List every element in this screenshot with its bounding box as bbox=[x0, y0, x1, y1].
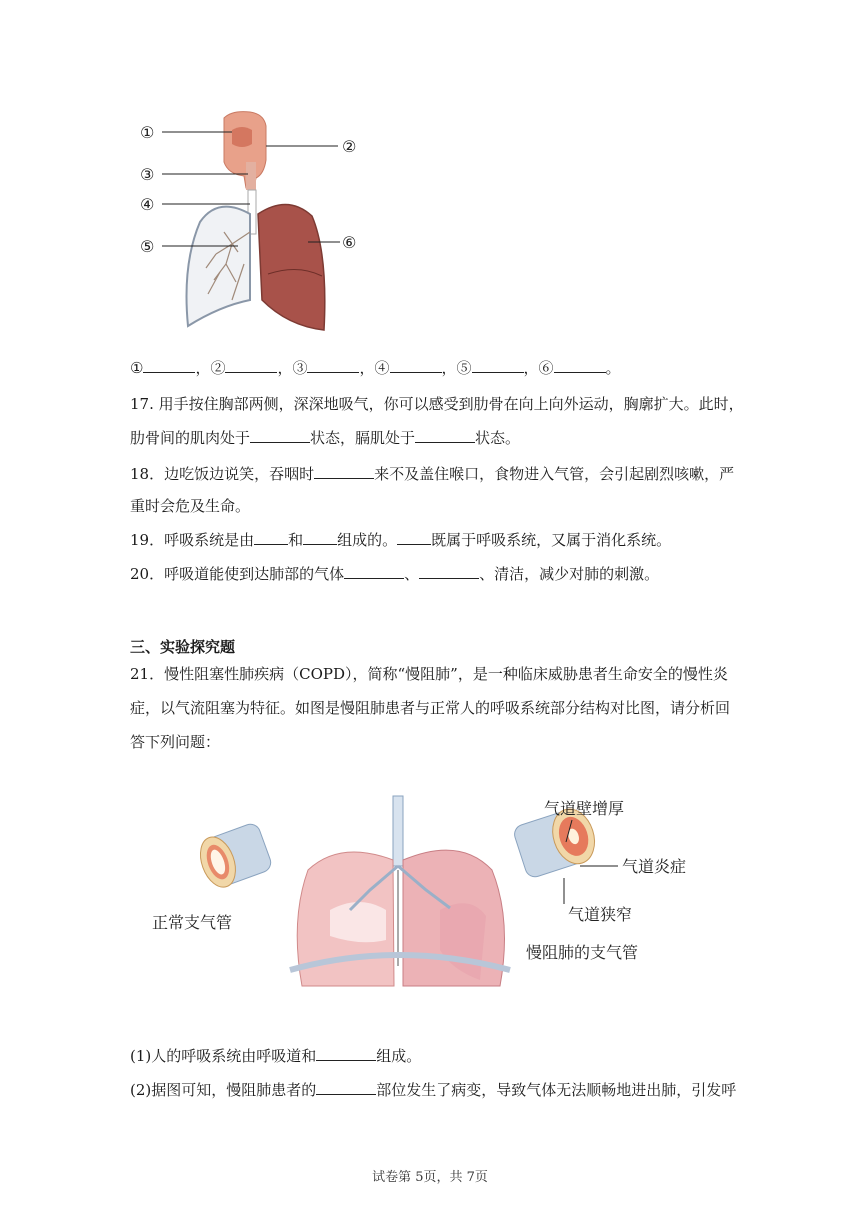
answer-blank[interactable] bbox=[316, 1046, 376, 1061]
q18-text-a: 18．边吃饭边说笑，吞咽时 bbox=[130, 465, 315, 483]
q17-text-c: 状态。 bbox=[475, 429, 521, 447]
q21-sub2-text-a: (2)据图可知，慢阻肺患者的 bbox=[130, 1081, 317, 1099]
q17-line-2 bbox=[130, 428, 520, 448]
q21-sub1-text-a: (1)人的呼吸系统由呼吸道和 bbox=[130, 1047, 317, 1065]
answer-blank[interactable] bbox=[250, 428, 310, 443]
copd-comparison-figure bbox=[140, 790, 720, 990]
q17-line-1: 17. 用手按住胸部两侧，深深地吸气，你可以感受到肋骨在向上向外运动，胸廓扩大。此时， bbox=[130, 395, 744, 413]
q16-seg-6: ，⑥ bbox=[523, 359, 554, 377]
q17-text-a: 肋骨间的肌肉处于 bbox=[130, 429, 251, 447]
answer-blank[interactable] bbox=[254, 530, 288, 545]
answer-blank[interactable] bbox=[307, 358, 359, 373]
fig1-label-5: ⑤ bbox=[140, 237, 155, 256]
q16-seg-7: 。 bbox=[605, 359, 621, 377]
answer-blank[interactable] bbox=[390, 358, 442, 373]
q18-line-2: 重时会危及生命。 bbox=[130, 497, 251, 515]
answer-blank[interactable] bbox=[303, 530, 337, 545]
q19-text-d: 既属于呼吸系统，又属于消化系统。 bbox=[431, 531, 672, 549]
q20-text-c: 、清洁，减少对肺的刺激。 bbox=[479, 565, 660, 583]
answer-blank[interactable] bbox=[344, 564, 404, 579]
q19-text-a: 19．呼吸系统是由 bbox=[130, 531, 255, 549]
q16-seg-5: ，⑤ bbox=[441, 359, 472, 377]
fig1-label-3: ③ bbox=[140, 165, 155, 184]
page-footer: 试卷第 5页，共 7页 bbox=[372, 1170, 488, 1185]
q16-seg-4: ，④ bbox=[359, 359, 390, 377]
label-normal-bronchus: 正常支气管 bbox=[152, 913, 233, 932]
q21-sub1-text-b: 组成。 bbox=[376, 1047, 422, 1065]
fig1-label-6: ⑥ bbox=[342, 233, 357, 252]
q16-seg-3: ，③ bbox=[277, 359, 308, 377]
q16-seg-1: ① bbox=[130, 359, 144, 377]
q16-seg-2: ，② bbox=[195, 359, 226, 377]
fig1-label-4: ④ bbox=[140, 195, 155, 214]
q21-line-2: 症，以气流阻塞为特征。如图是慢阻肺患者与正常人的呼吸系统部分结构对比图，请分析回 bbox=[130, 699, 731, 717]
answer-blank[interactable] bbox=[314, 464, 374, 479]
label-inflammation: 气道炎症 bbox=[622, 857, 687, 876]
label-wall-thickening: 气道壁增厚 bbox=[544, 799, 625, 818]
q20-text-a: 20．呼吸道能使到达肺部的气体 bbox=[130, 565, 345, 583]
q17-text-b: 状态，膈肌处于 bbox=[310, 429, 416, 447]
fig1-label-2: ② bbox=[342, 137, 357, 156]
q21-line-3: 答下列问题： bbox=[130, 733, 221, 751]
answer-blank[interactable] bbox=[316, 1080, 376, 1095]
answer-blank[interactable] bbox=[143, 358, 195, 373]
q21-sub-2 bbox=[130, 1080, 736, 1100]
q16-blanks-line bbox=[130, 358, 621, 378]
q21-sub-1 bbox=[130, 1046, 421, 1066]
q21-line-1: 21．慢性阻塞性肺疾病（COPD），简称“慢阻肺”，是一种临床威胁患者生命安全的慢性炎 bbox=[130, 665, 728, 683]
answer-blank[interactable] bbox=[419, 564, 479, 579]
section-title: 三、实验探究题 bbox=[130, 638, 236, 656]
answer-blank[interactable] bbox=[472, 358, 524, 373]
fig1-label-1: ① bbox=[140, 123, 155, 142]
q20-text-b: 、 bbox=[404, 565, 420, 583]
answer-blank[interactable] bbox=[554, 358, 606, 373]
answer-blank[interactable] bbox=[225, 358, 277, 373]
q18-line-1 bbox=[130, 464, 734, 484]
q21-sub2-text-b: 部位发生了病变，导致气体无法顺畅地进出肺，引发呼 bbox=[376, 1081, 737, 1099]
respiratory-system-figure bbox=[128, 104, 368, 336]
label-narrowing: 气道狭窄 bbox=[568, 905, 633, 924]
q19-line bbox=[130, 530, 671, 550]
label-copd-bronchus: 慢阻肺的支气管 bbox=[526, 943, 639, 962]
answer-blank[interactable] bbox=[415, 428, 475, 443]
q19-text-b: 和 bbox=[288, 531, 304, 549]
q18-text-b: 来不及盖住喉口，食物进入气管，会引起剧烈咳嗽，严 bbox=[374, 465, 735, 483]
q20-line bbox=[130, 564, 659, 584]
answer-blank[interactable] bbox=[397, 530, 431, 545]
q19-text-c: 组成的。 bbox=[337, 531, 398, 549]
